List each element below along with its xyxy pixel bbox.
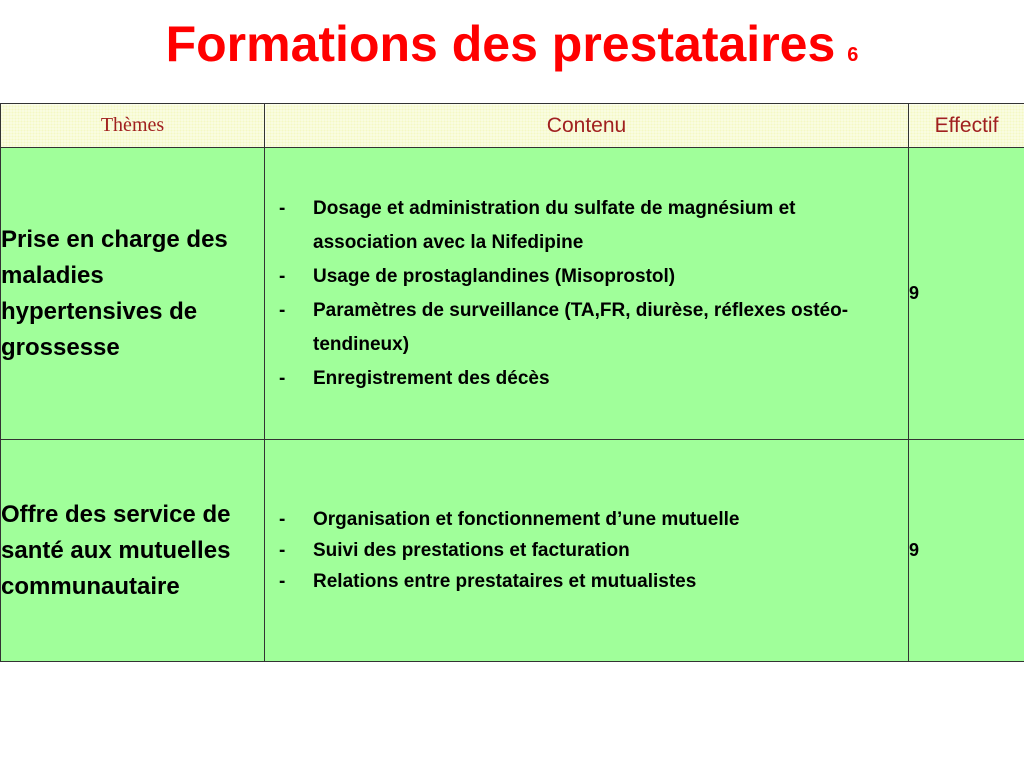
header-contenu: Contenu (265, 104, 909, 148)
header-themes: Thèmes (1, 104, 265, 148)
slide-number: 6 (847, 44, 859, 66)
list-item-text: Suivi des prestations et facturation (313, 540, 630, 561)
bullet-dash: - (279, 540, 286, 561)
list-item (279, 504, 898, 535)
content-list (265, 192, 908, 396)
slide-title-text: Formations des prestataires (165, 16, 836, 72)
theme-cell: Offre des service de santé aux mutuelles communautaire (1, 440, 265, 662)
theme-cell: Prise en charge des maladies hypertensives de grossesse (1, 148, 265, 440)
list-item-text: Relations entre prestataires et mutualistes (313, 571, 697, 592)
table-row (1, 440, 1024, 662)
content-list (265, 504, 908, 597)
header-effectif: Effectif (909, 104, 1024, 148)
list-item (279, 260, 898, 294)
header-row (1, 104, 1024, 148)
content-cell (265, 440, 909, 662)
bullet-dash: - (279, 265, 286, 287)
slide-title (0, 12, 1024, 87)
content-cell (265, 148, 909, 440)
list-item (279, 294, 898, 362)
bullet-dash: - (279, 197, 286, 219)
effectif-cell: 9 (909, 148, 1024, 440)
training-table (0, 103, 1024, 662)
list-item-text: Enregistrement des décès (313, 367, 550, 389)
list-item-text: Usage de prostaglandines (Misoprostol) (313, 265, 676, 287)
bullet-dash: - (279, 509, 286, 530)
list-item-text: Paramètres de surveillance (TA,FR, diurèse, réflexes ostéo-tendineux) (313, 299, 849, 355)
list-item-text: Organisation et fonctionnement d’une mutuelle (313, 509, 740, 530)
bullet-dash: - (279, 571, 286, 592)
bullet-dash: - (279, 367, 286, 389)
table-row (1, 148, 1024, 440)
effectif-cell: 9 (909, 440, 1024, 662)
list-item (279, 566, 898, 597)
bullet-dash: - (279, 299, 286, 321)
list-item-text: Dosage et administration du sulfate de magnésium et association avec la Nifedipine (313, 197, 796, 253)
list-item (279, 362, 898, 396)
list-item (279, 192, 898, 260)
list-item (279, 535, 898, 566)
